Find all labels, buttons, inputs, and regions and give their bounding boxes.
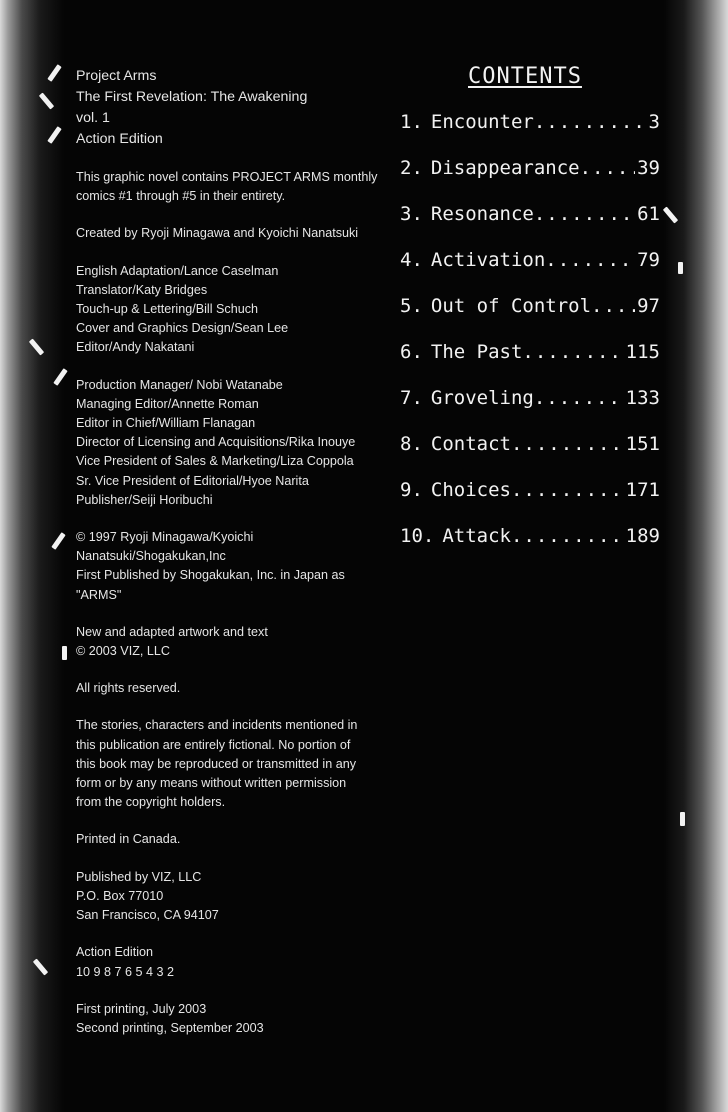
film-edge-right — [664, 0, 728, 1112]
toc-chapter-number: 1. — [400, 111, 423, 133]
toc-chapter-title: Resonance — [430, 203, 534, 225]
toc-entry — [400, 433, 660, 479]
credit-line: P.O. Box 77010 — [76, 888, 164, 903]
credit-line: All rights reserved. — [76, 681, 181, 696]
printing-block — [76, 1000, 386, 1038]
toc-leader-dots — [534, 203, 635, 225]
credit-line: Translator/Katy Bridges — [76, 282, 208, 297]
credit-line: Touch-up & Lettering/Bill Schuch — [76, 302, 259, 317]
toc-chapter-title: Attack — [442, 525, 511, 547]
toc-chapter-number: 10. — [400, 525, 435, 547]
book-title-block — [76, 66, 386, 150]
toc-entry — [400, 249, 660, 295]
credit-line: Managing Editor/Annette Roman — [76, 396, 259, 411]
toc-leader-dots — [522, 341, 623, 363]
toc-page-number: 39 — [637, 157, 660, 179]
toc-chapter-number: 8. — [400, 433, 423, 455]
credit-line: from the copyright holders. — [76, 795, 226, 810]
copyright-adaptation-block — [76, 623, 386, 661]
credit-line: New and adapted artwork and text — [76, 624, 268, 639]
toc-page-number: 115 — [625, 341, 660, 363]
volume-subtitle: The First Revelation: The Awakening — [76, 89, 308, 105]
credit-line: this book may be reproduced or transmitted in any — [76, 756, 357, 771]
credit-line: Editor/Andy Nakatani — [76, 340, 195, 355]
credit-line: Publisher/Seiji Horibuchi — [76, 492, 213, 507]
toc-page-number: 97 — [637, 295, 660, 317]
rights-block — [76, 679, 386, 698]
credit-line: First Published by Shogakukan, Inc. in Japan as — [76, 568, 345, 583]
toc-entry — [400, 295, 660, 341]
toc-page-number: 79 — [637, 249, 660, 271]
toc-leader-dots — [534, 111, 647, 133]
toc-entry — [400, 203, 660, 249]
credit-line: this publication are entirely fictional. No portion of — [76, 737, 351, 752]
contents-column — [400, 64, 660, 571]
credit-line: English Adaptation/Lance Caselman — [76, 263, 279, 278]
toc-page-number: 3 — [648, 111, 660, 133]
toc-chapter-number: 3. — [400, 203, 423, 225]
copyright-original-block — [76, 528, 386, 605]
credit-line: Nanatsuki/Shogakukan,Inc — [76, 549, 226, 564]
toc-page-number: 151 — [625, 433, 660, 455]
toc-leader-dots — [534, 387, 624, 409]
credit-line: "ARMS" — [76, 587, 122, 602]
toc-entry — [400, 525, 660, 571]
credit-line: Action Edition — [76, 945, 154, 960]
toc-chapter-number: 4. — [400, 249, 423, 271]
toc-entry — [400, 341, 660, 387]
toc-entry — [400, 111, 660, 157]
toc-leader-dots — [511, 525, 624, 547]
credit-line: Printed in Canada. — [76, 832, 181, 847]
film-edge-left — [0, 0, 64, 1112]
toc-chapter-title: Groveling — [430, 387, 534, 409]
toc-page-number: 189 — [625, 525, 660, 547]
slash-mark — [678, 262, 683, 274]
table-of-contents — [400, 111, 660, 571]
toc-chapter-title: Contact — [430, 433, 511, 455]
toc-page-number: 133 — [625, 387, 660, 409]
toc-chapter-number: 5. — [400, 295, 423, 317]
toc-chapter-title: Choices — [430, 479, 511, 501]
toc-chapter-number: 2. — [400, 157, 423, 179]
toc-entry — [400, 387, 660, 433]
printed-block — [76, 830, 386, 849]
toc-chapter-title: Disappearance — [430, 157, 580, 179]
toc-page-number: 61 — [637, 203, 660, 225]
toc-leader-dots — [545, 249, 635, 271]
toc-page-number: 171 — [625, 479, 660, 501]
toc-chapter-title: Encounter — [430, 111, 534, 133]
toc-leader-dots — [580, 157, 636, 179]
volume-number: vol. 1 — [76, 110, 110, 126]
credit-line: comics #1 through #5 in their entirety. — [76, 189, 286, 204]
slash-mark — [680, 812, 685, 826]
credit-line: Vice President of Sales & Marketing/Liza Coppola — [76, 454, 354, 469]
contents-note — [76, 168, 386, 206]
slash-mark — [62, 646, 67, 660]
credit-line: form or by any means without written permission — [76, 776, 347, 791]
series-title: Project Arms — [76, 68, 157, 84]
credits-column — [76, 66, 386, 1056]
credit-line: The stories, characters and incidents mentioned in — [76, 718, 358, 733]
credit-line: Sr. Vice President of Editorial/Hyoe Narita — [76, 473, 309, 488]
credit-line: This graphic novel contains PROJECT ARMS monthly — [76, 170, 378, 184]
credit-line: © 2003 VIZ, LLC — [76, 644, 170, 659]
staff-block — [76, 262, 386, 358]
credit-line: First printing, July 2003 — [76, 1001, 207, 1016]
toc-chapter-number: 9. — [400, 479, 423, 501]
credit-line: Created by Ryoji Minagawa and Kyoichi Nanatsuki — [76, 226, 359, 241]
toc-chapter-title: The Past — [430, 341, 523, 363]
edition-label: Action Edition — [76, 131, 163, 147]
edition-block — [76, 943, 386, 981]
toc-leader-dots — [591, 295, 635, 317]
management-block — [76, 376, 386, 510]
credit-line: San Francisco, CA 94107 — [76, 908, 219, 923]
disclaimer-block — [76, 716, 386, 812]
credit-line: Cover and Graphics Design/Sean Lee — [76, 321, 289, 336]
toc-entry — [400, 479, 660, 525]
toc-chapter-number: 7. — [400, 387, 423, 409]
toc-chapter-title: Out of Control — [430, 295, 592, 317]
credit-line: Director of Licensing and Acquisitions/Rika Inouye — [76, 435, 356, 450]
credit-line: Published by VIZ, LLC — [76, 869, 202, 884]
toc-chapter-title: Activation — [430, 249, 546, 271]
publisher-block — [76, 868, 386, 926]
toc-entry — [400, 157, 660, 203]
toc-chapter-number: 6. — [400, 341, 423, 363]
creators-block — [76, 224, 386, 243]
credit-line: Production Manager/ Nobi Watanabe — [76, 377, 283, 392]
toc-leader-dots — [511, 433, 624, 455]
credit-line: Editor in Chief/William Flanagan — [76, 416, 256, 431]
credit-line: Second printing, September 2003 — [76, 1020, 264, 1035]
credit-line: 10 9 8 7 6 5 4 3 2 — [76, 964, 175, 979]
credit-line: © 1997 Ryoji Minagawa/Kyoichi — [76, 530, 254, 545]
toc-leader-dots — [511, 479, 624, 501]
contents-heading: CONTENTS — [468, 64, 582, 89]
